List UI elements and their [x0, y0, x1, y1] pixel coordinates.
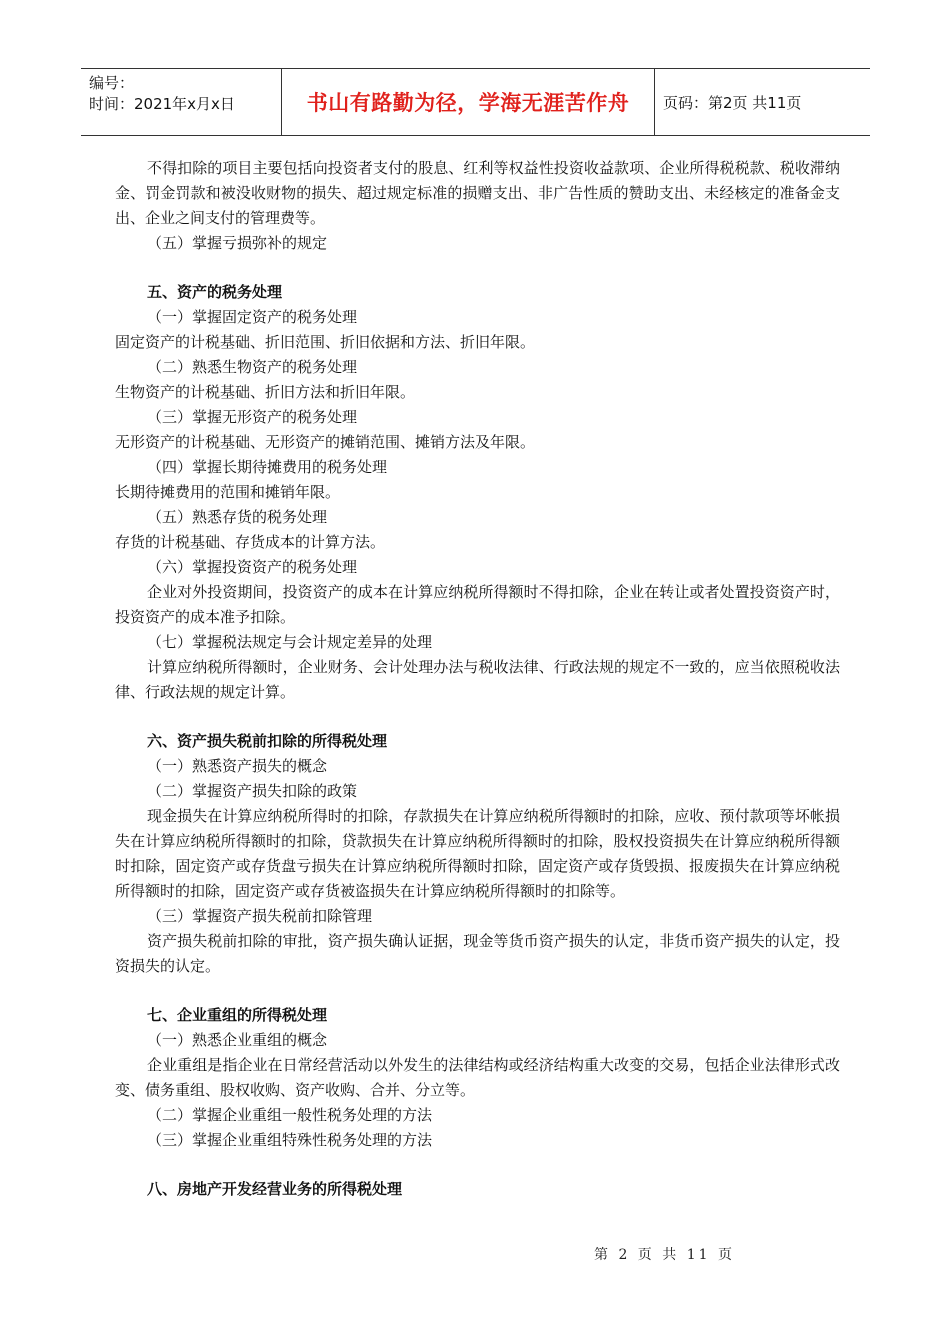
header-info [81, 69, 281, 135]
document-date-label: 时间：2021年x月x日 [89, 95, 235, 113]
paragraph: 固定资产的计税基础、折旧范围、折旧依据和方法、折旧年限。 [115, 333, 536, 351]
subsection-title: （五）熟悉存货的税务处理 [147, 508, 328, 526]
paragraph: 生物资产的计税基础、折旧方法和折旧年限。 [115, 383, 416, 401]
section-heading: 八、房地产开发经营业务的所得税处理 [147, 1180, 403, 1198]
footer-page-number: 第 2 页 共 11 页 [594, 1247, 735, 1263]
document-body [115, 156, 840, 1202]
paragraph: 无形资产的计税基础、无形资产的摊销范围、摊销方法及年限。 [115, 433, 536, 451]
subsection-title: （二）掌握企业重组一般性税务处理的方法 [147, 1106, 433, 1124]
subsection-title: （七）掌握税法规定与会计规定差异的处理 [147, 633, 433, 651]
paragraph: 企业重组是指企业在日常经营活动以外发生的法律结构或经济结构重大改变的交易，包括企业法律形式改变、债务重组、股权收购、资产收购、合并、分立等。 [115, 1056, 840, 1099]
subsection-title: （一）熟悉企业重组的概念 [147, 1031, 328, 1049]
paragraph: 不得扣除的项目主要包括向投资者支付的股息、红利等权益性投资收益款项、企业所得税税款、税收滞纳金、罚金罚款和被没收财物的损失、超过规定标准的损赠支出、非广告性质的赞助支出、未经核定的准备金支出、企业之间支付的管理费等。 [115, 159, 840, 227]
paragraph: 现金损失在计算应纳税所得时的扣除，存款损失在计算应纳税所得额时的扣除，应收、预付款项等坏帐损失在计算应纳税所得额时的扣除，贷款损失在计算应纳税所得额时的扣除，股权投资损失在计算应纳税所得额时扣除，固定资产或存货盘亏损失在计算应纳税所得额时扣除，固定资产或存货毁损、报废损失在计算应纳税所得额时的扣除，固定资产或存货被盗损失在计算应纳税所得额时的扣除等。 [115, 807, 840, 900]
subsection-title: （三）掌握企业重组特殊性税务处理的方法 [147, 1131, 433, 1149]
document-number-label: 编号： [89, 74, 135, 92]
subsection-title: （六）掌握投资资产的税务处理 [147, 558, 358, 576]
section-heading: 七、企业重组的所得税处理 [147, 1006, 328, 1024]
header-page-number: 页码：第2页 共11页 [663, 93, 802, 112]
subsection-title: （五）掌握亏损弥补的规定 [147, 234, 328, 252]
paragraph: 资产损失税前扣除的审批，资产损失确认证据，现金等货币资产损失的认定，非货币资产损失的认定，投资损失的认定。 [115, 932, 840, 975]
subsection-title: （一）掌握固定资产的税务处理 [147, 308, 358, 326]
subsection-title: （四）掌握长期待摊费用的税务处理 [147, 458, 388, 476]
paragraph: 存货的计税基础、存货成本的计算方法。 [115, 533, 386, 551]
section-heading: 五、资产的税务处理 [147, 283, 283, 301]
subsection-title: （二）掌握资产损失扣除的政策 [147, 782, 358, 800]
subsection-title: （一）熟悉资产损失的概念 [147, 757, 328, 775]
subsection-title: （三）掌握资产损失税前扣除管理 [147, 907, 373, 925]
paragraph: 企业对外投资期间，投资资产的成本在计算应纳税所得额时不得扣除，企业在转让或者处置投资资产时，投资资产的成本准予扣除。 [115, 583, 840, 626]
header-motto: 书山有路勤为径，学海无涯苦作舟 [281, 69, 655, 135]
paragraph: 计算应纳税所得额时，企业财务、会计处理办法与税收法律、行政法规的规定不一致的，应当依照税收法律、行政法规的规定计算。 [115, 658, 840, 701]
subsection-title: （三）掌握无形资产的税务处理 [147, 408, 358, 426]
section-heading: 六、资产损失税前扣除的所得税处理 [147, 732, 388, 750]
paragraph: 长期待摊费用的范围和摊销年限。 [115, 483, 341, 501]
subsection-title: （二）熟悉生物资产的税务处理 [147, 358, 358, 376]
page-header [81, 68, 870, 136]
